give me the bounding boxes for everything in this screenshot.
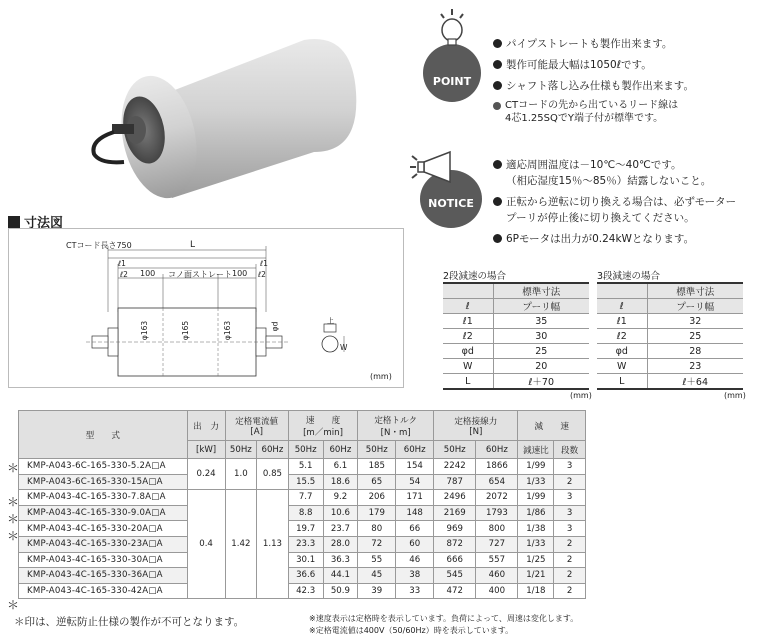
star-mark: ＊ [7, 598, 20, 612]
l2-left-label: ℓ2 [120, 270, 128, 279]
megaphone-icon [410, 150, 462, 186]
ct-cord-label: CTコード長さ750 [66, 241, 132, 250]
l2-right-label: ℓ2 [258, 270, 266, 279]
header-current: 定格電流値 [A] [225, 411, 288, 441]
table-row: KMP-A043-4C-165-330-9.0A□A 8.8 10.6 179 148 2169 1793 1/86 3 [19, 505, 586, 521]
notice-badge-label: NOTICE [428, 197, 474, 210]
key-width-label: W [340, 343, 348, 352]
dimension-drawing [8, 228, 404, 388]
point-badge [423, 44, 481, 102]
reduction2-title: 2段減速の場合 [443, 271, 507, 282]
header-reduction: 減 速 [518, 411, 586, 441]
reduction2-table [443, 282, 589, 390]
header-model: 型 式 [19, 411, 188, 459]
point-list [493, 36, 768, 125]
notice-list [493, 157, 771, 247]
reduction2-unit: (mm) [570, 391, 592, 400]
point-note: CTコードの先から出ているリード線は 4芯1.25SQでY端子付が標準です。 [493, 99, 768, 125]
l1-right-label: ℓ1 [260, 259, 268, 268]
table-row: KMP-A043-6C-165-330-15A□A 15.5 18.6 65 54 787 654 1/33 2 [19, 474, 586, 490]
reduction3-unit: (mm) [724, 391, 746, 400]
table-row: KMP-A043-4C-165-330-30A□A 30.1 36.3 55 46 666 557 1/25 2 [19, 552, 586, 568]
table-row: KMP-A043-4C-165-330-23A□A 23.3 28.0 72 60 872 727 1/33 2 [19, 536, 586, 552]
square-icon [8, 216, 20, 228]
point-item-1: パイプストレートも製作出来ます。 [493, 36, 768, 52]
notice-item-3: 6Pモータは出力が0.24kWとなります。 [493, 231, 771, 247]
taper-right-label: 100 [232, 269, 248, 278]
dia165-label: φ165 [181, 320, 191, 341]
reduction2-row: L ℓ＋70 [443, 374, 589, 390]
taper-left-label: 100 [140, 269, 156, 278]
straight-label: コノ面ストレート [168, 270, 232, 279]
reduction3-header2: ℓ プーリ幅 [597, 299, 743, 314]
reduction2-header2: ℓ プーリ幅 [443, 299, 589, 314]
star-mark: ＊ [7, 529, 20, 543]
reduction2-row: φd 25 [443, 344, 589, 359]
reduction3-row: ℓ1 32 [597, 314, 743, 329]
l1-left-label: ℓ1 [118, 259, 126, 268]
table-row: KMP-A043-4C-165-330-42A□A 42.3 50.9 39 33 472 400 1/18 2 [19, 583, 586, 599]
notice-item-1: 適応周囲温度は－10℃～40℃です。 （相応湿度15％～85％）結露しないこと。 [493, 157, 771, 189]
motor-photo [4, 2, 402, 206]
footnote-left: ＊印は、逆転防止仕様の製作が不可となります。 [14, 616, 245, 628]
reduction2-row: W 20 [443, 359, 589, 374]
reduction3-row: L ℓ＋64 [597, 374, 743, 390]
table-row: KMP-A043-4C-165-330-36A□A 36.6 44.1 45 38 545 460 1/21 2 [19, 568, 586, 584]
top-mark-label: 上 [327, 317, 334, 325]
point-item-3: シャフト落し込み仕様も製作出来ます。 [493, 78, 768, 94]
shaft-dia-label: φd [270, 321, 280, 332]
table-row: KMP-A043-6C-165-330-5.2A□A 0.24 1.0 0.85 5.1 6.1 185 154 2242 1866 1/99 3 [19, 459, 586, 475]
footnote-current: ※定格電流値は400V（50/60Hz）時を表示しています。 [309, 626, 514, 635]
point-item-2: 製作可能最大幅は1050ℓです。 [493, 57, 768, 73]
notice-item-2: 正転から逆転に切り換える場合は、必ずモーター プーリが停止後に切り換えてください。 [493, 194, 771, 226]
reduction3-row: φd 28 [597, 344, 743, 359]
reduction3-row: ℓ2 25 [597, 329, 743, 344]
star-mark: ＊ [7, 495, 20, 509]
lightbulb-icon [433, 8, 471, 48]
footnote-speed: ※速度表示は定格時を表示しています。負荷によって、周速は変化します。 [309, 614, 579, 623]
header-speed: 速 度 [m／min] [288, 411, 358, 441]
dia163-right-label: φ163 [223, 320, 233, 341]
dimension-title: 寸法図 [8, 212, 63, 231]
spec-table [18, 410, 586, 599]
star-mark: ＊ [7, 461, 20, 475]
header-torque: 定格トルク [N・m] [358, 411, 434, 441]
header-tension: 定格接線力 [N] [434, 411, 518, 441]
reduction3-row: W 23 [597, 359, 743, 374]
table-row: KMP-A043-4C-165-330-7.8A□A 0.4 1.42 1.13 7.7 9.2 206 171 2496 2072 1/99 3 [19, 490, 586, 506]
reduction2-row: ℓ2 30 [443, 329, 589, 344]
spec-header-row2: [kW] 50Hz 60Hz 50Hz 60Hz 50Hz 60Hz 50Hz 60Hz 減速比 段数 [19, 441, 586, 459]
header-output: 出 力 [187, 411, 225, 441]
spec-header-row1 [19, 411, 586, 441]
star-mark: ＊ [7, 512, 20, 526]
reduction3-header1: 標準寸法 [597, 283, 743, 299]
dimension-unit-label: (mm) [370, 372, 392, 381]
length-label: L [190, 240, 196, 250]
point-badge-label: POINT [432, 75, 472, 88]
reduction2-row: ℓ1 35 [443, 314, 589, 329]
reduction2-header1: 標準寸法 [443, 283, 589, 299]
dia163-left-label: φ163 [140, 320, 150, 341]
reduction3-title: 3段減速の場合 [597, 271, 661, 282]
table-row: KMP-A043-4C-165-330-20A□A 19.7 23.7 80 66 969 800 1/38 3 [19, 521, 586, 537]
reduction3-table [597, 282, 743, 390]
